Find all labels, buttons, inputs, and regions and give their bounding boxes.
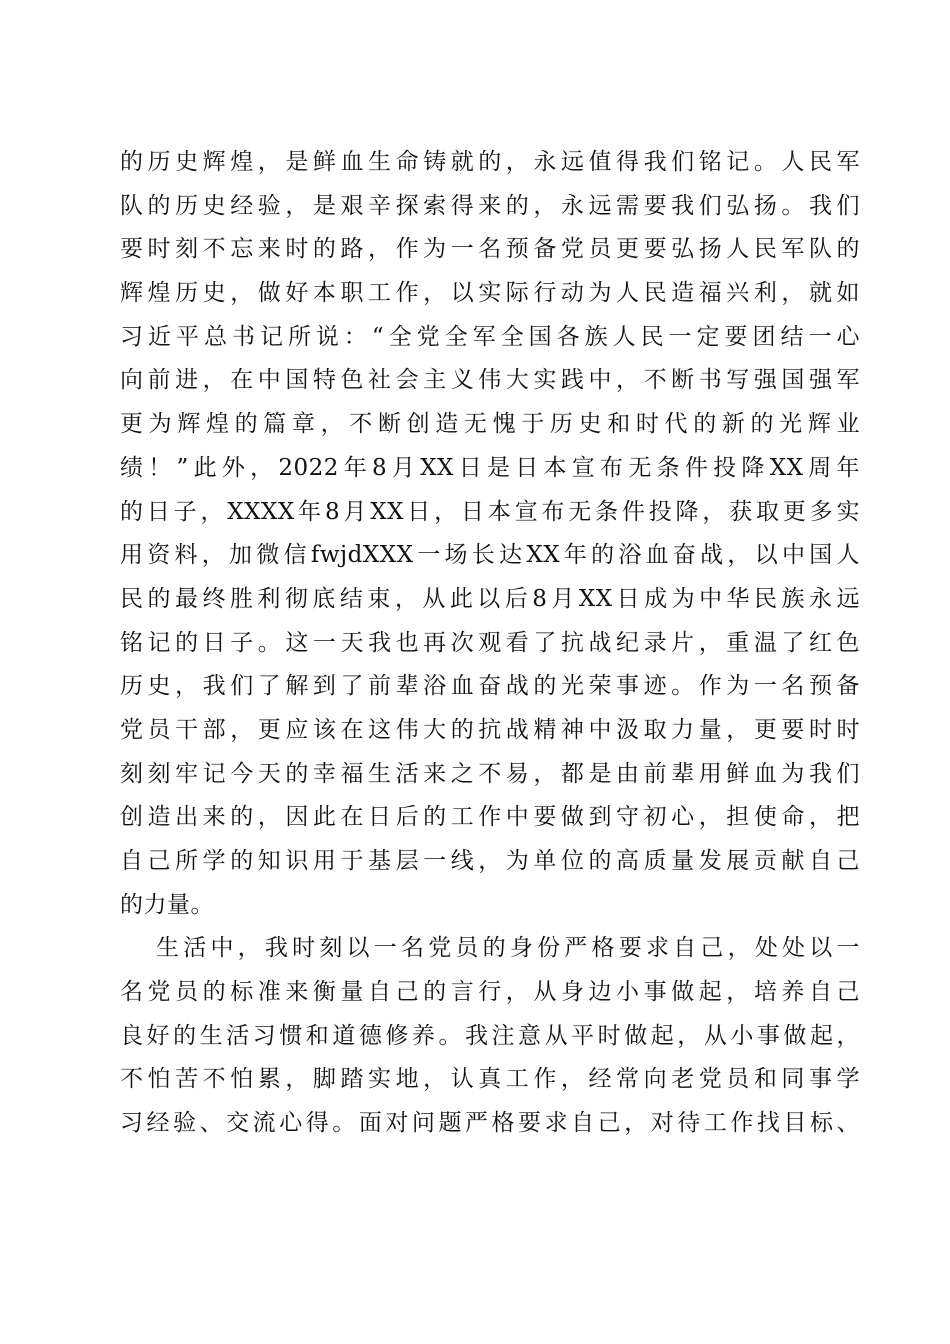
text-line: 良好的生活习惯和道德修养。我注意从平时做起，从小事做起， <box>120 1022 860 1049</box>
text-line: 要时刻不忘来时的路，作为一名预备党员更要弘扬人民军队的 <box>120 236 860 263</box>
text-line: 创造出来的，因此在日后的工作中要做到守初心，担使命，把 <box>120 804 860 831</box>
text-line: 更为辉煌的篇章，不断创造无愧于历史和时代的新的光辉业 <box>120 411 860 438</box>
text-line: 绩！”此外，2022年8月XX日是日本宣布无条件投降XX周年 <box>120 454 860 481</box>
text-line: 用资料，加微信fwjdXXX一场长达XX年的浴血奋战，以中国人 <box>120 542 860 569</box>
paragraph-first-line: 生活中，我时刻以一名党员的身份严格要求自己，处处以一 <box>156 935 860 962</box>
text-line: 党员干部，更应该在这伟大的抗战精神中汲取力量，更要时时 <box>120 716 860 743</box>
text-line: 的力量。 <box>120 891 214 918</box>
text-line: 习近平总书记所说：“全党全军全国各族人民一定要团结一心 <box>120 323 860 350</box>
text-line: 自己所学的知识用于基层一线，为单位的高质量发展贡献自己 <box>120 848 860 874</box>
text-line: 不怕苦不怕累，脚踏实地，认真工作，经常向老党员和同事学 <box>120 1066 860 1093</box>
text-line: 历史，我们了解到了前辈浴血奋战的光荣事迹。作为一名预备 <box>120 673 860 700</box>
text-line: 辉煌历史，做好本职工作，以实际行动为人民造福兴利，就如 <box>120 280 860 307</box>
text-line: 习经验、交流心得。面对问题严格要求自己，对待工作找目标、 <box>120 1110 860 1137</box>
text-line: 刻刻牢记今天的幸福生活来之不易，都是由前辈用鲜血为我们 <box>120 760 860 787</box>
text-line: 民的最终胜利彻底结束，从此以后8月XX日成为中华民族永远 <box>120 585 860 612</box>
text-line: 向前进，在中国特色社会主义伟大实践中，不断书写强国强军 <box>120 367 860 394</box>
text-line: 铭记的日子。这一天我也再次观看了抗战纪录片，重温了红色 <box>120 629 860 656</box>
text-line: 名党员的标准来衡量自己的言行，从身边小事做起，培养自己 <box>120 979 860 1006</box>
text-line: 的日子，XXXX年8月XX日，日本宣布无条件投降，获取更多实 <box>120 498 860 525</box>
text-line: 队的历史经验，是艰辛探索得来的，永远需要我们弘扬。我们 <box>120 192 860 219</box>
text-line: 的历史辉煌，是鲜血生命铸就的，永远值得我们铭记。人民军 <box>120 149 860 175</box>
body-text <box>120 141 860 1146</box>
